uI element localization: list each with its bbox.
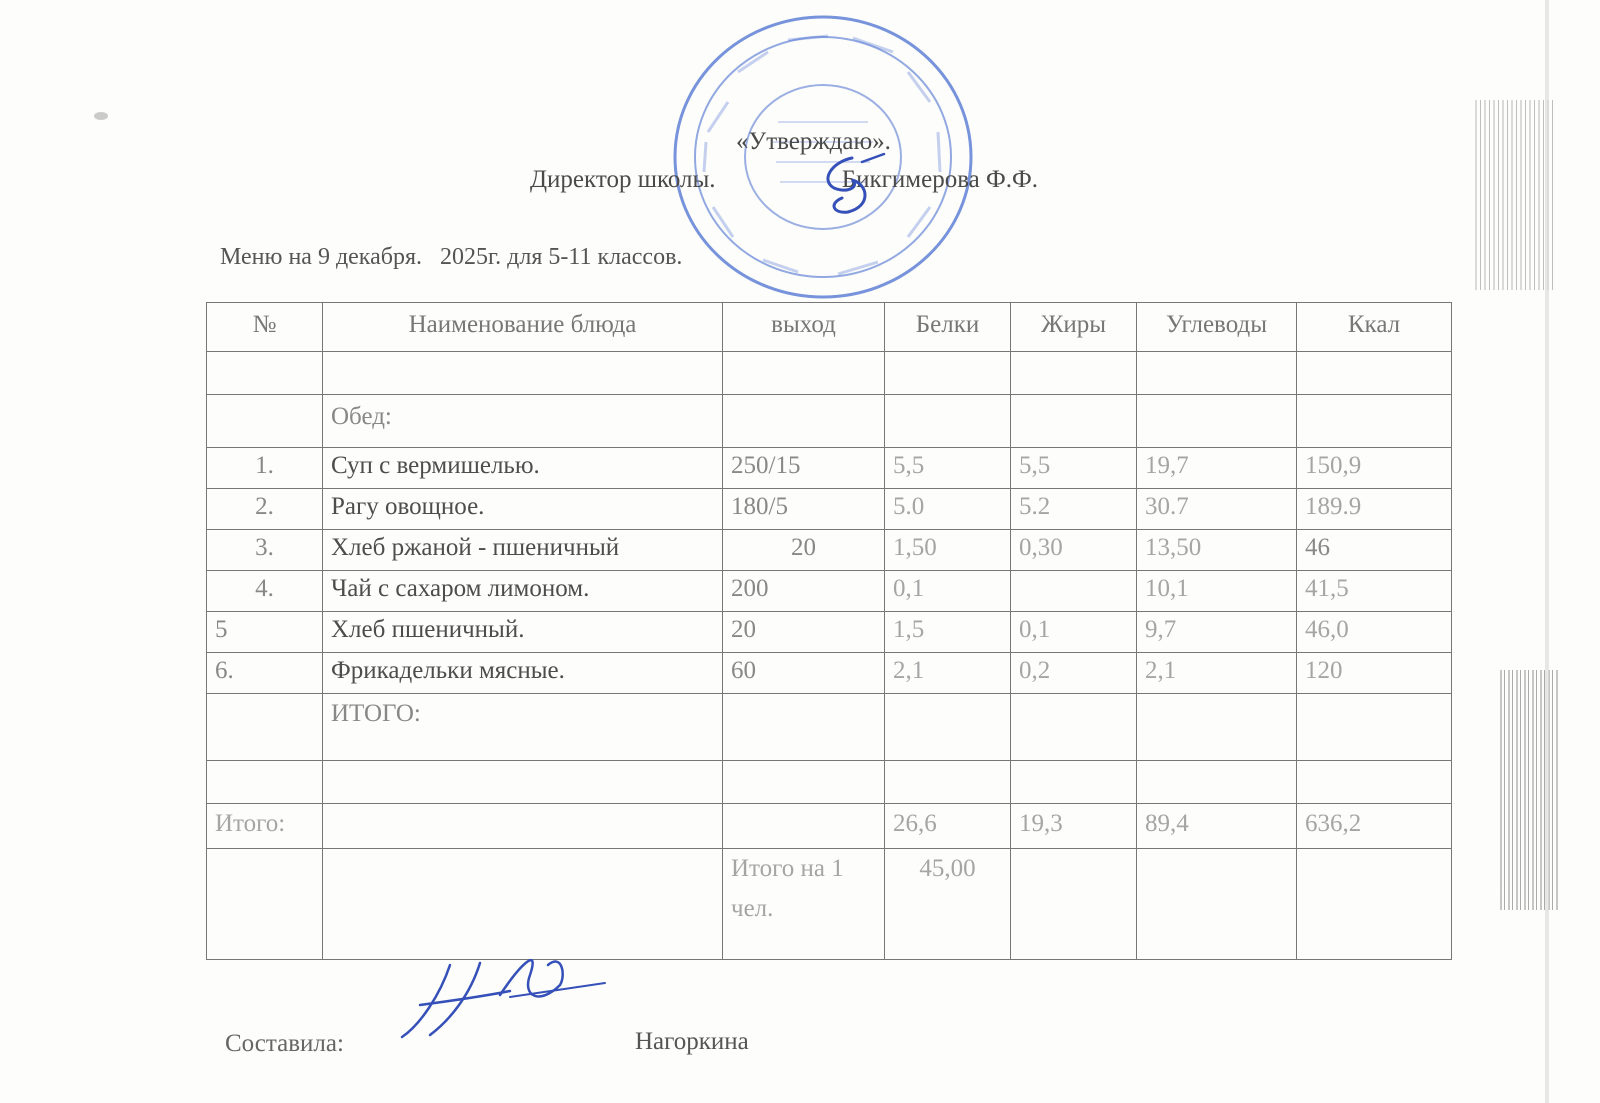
- item-yield: 20: [723, 612, 885, 653]
- item-kcal: 189.9: [1297, 489, 1452, 530]
- item-kcal: 46,0: [1297, 612, 1452, 653]
- item-kcal: 41,5: [1297, 571, 1452, 612]
- total-fat: 19,3: [1011, 804, 1137, 849]
- table-row: [207, 530, 1452, 571]
- item-yield: 20: [723, 530, 885, 571]
- header-number: №: [207, 303, 323, 352]
- menu-date: Меню на 9 декабря.: [220, 244, 423, 270]
- compiled-by: [225, 1028, 749, 1058]
- item-number: 3.: [207, 530, 323, 571]
- item-carbs: 10,1: [1137, 571, 1297, 612]
- table-row: [207, 612, 1452, 653]
- header-kcal: Ккал: [1297, 303, 1452, 352]
- item-name: Фрикадельки мясные.: [323, 653, 723, 694]
- item-name: Хлеб пшеничный.: [323, 612, 723, 653]
- compiled-name: Нагоркина: [635, 1028, 749, 1055]
- menu-table: [206, 302, 1452, 960]
- item-name: Суп с вермишелью.: [323, 448, 723, 489]
- item-carbs: 13,50: [1137, 530, 1297, 571]
- item-number: 6.: [207, 653, 323, 694]
- per-person-value: 45,00: [885, 849, 1011, 960]
- item-yield: 250/15: [723, 448, 885, 489]
- item-kcal: 46: [1297, 530, 1452, 571]
- table-row-total: [207, 804, 1452, 849]
- item-fat: 5,5: [1011, 448, 1137, 489]
- menu-title: [220, 244, 694, 271]
- total-carbs: 89,4: [1137, 804, 1297, 849]
- item-fat: 0,1: [1011, 612, 1137, 653]
- table-row: [207, 448, 1452, 489]
- item-fat: 5.2: [1011, 489, 1137, 530]
- scan-artifact: [1500, 670, 1560, 910]
- director-signature: [812, 150, 902, 220]
- item-protein: 5,5: [885, 448, 1011, 489]
- header-dish-name: Наименование блюда: [323, 303, 723, 352]
- per-person-label: Итого на 1 чел.: [723, 849, 885, 960]
- total-label: Итого:: [207, 804, 323, 849]
- header-carbs: Углеводы: [1137, 303, 1297, 352]
- item-protein: 1,50: [885, 530, 1011, 571]
- table-row: [207, 571, 1452, 612]
- director-label: Директор школы.: [530, 166, 716, 193]
- table-row: [207, 489, 1452, 530]
- table-row: [207, 653, 1452, 694]
- director-line: [530, 166, 1038, 194]
- item-yield: 60: [723, 653, 885, 694]
- director-name: Бикгимерова Ф.Ф.: [841, 166, 1039, 193]
- table-row-empty: [207, 352, 1452, 395]
- total-kcal: 636,2: [1297, 804, 1452, 849]
- scan-artifact: [1475, 100, 1555, 290]
- header-fat: Жиры: [1011, 303, 1137, 352]
- item-protein: 5.0: [885, 489, 1011, 530]
- table-row-itogo: [207, 694, 1452, 761]
- table-header-row: [207, 303, 1452, 352]
- item-name: Чай с сахаром лимоном.: [323, 571, 723, 612]
- header-yield: выход: [723, 303, 885, 352]
- item-fat: [1011, 571, 1137, 612]
- table-row-section: [207, 395, 1452, 448]
- item-fat: 0,30: [1011, 530, 1137, 571]
- item-name: Рагу овощное.: [323, 489, 723, 530]
- item-carbs: 30.7: [1137, 489, 1297, 530]
- item-number: 4.: [207, 571, 323, 612]
- item-protein: 0,1: [885, 571, 1011, 612]
- item-number: 1.: [207, 448, 323, 489]
- item-carbs: 9,7: [1137, 612, 1297, 653]
- item-yield: 180/5: [723, 489, 885, 530]
- item-protein: 1,5: [885, 612, 1011, 653]
- item-protein: 2,1: [885, 653, 1011, 694]
- compiled-label: Составила:: [225, 1030, 344, 1057]
- item-fat: 0,2: [1011, 653, 1137, 694]
- scan-speck: [94, 112, 108, 120]
- header-protein: Белки: [885, 303, 1011, 352]
- total-protein: 26,6: [885, 804, 1011, 849]
- menu-year-classes: 2025г. для 5-11 классов.: [440, 244, 683, 270]
- compiler-signature: [390, 935, 610, 1045]
- item-number: 2.: [207, 489, 323, 530]
- item-kcal: 150,9: [1297, 448, 1452, 489]
- itogo-caps-label: ИТОГО:: [323, 694, 723, 761]
- item-name: Хлеб ржаной - пшеничный: [323, 530, 723, 571]
- item-kcal: 120: [1297, 653, 1452, 694]
- item-carbs: 19,7: [1137, 448, 1297, 489]
- approval-heading: «Утверждаю».: [736, 128, 891, 155]
- item-number: 5: [207, 612, 323, 653]
- item-carbs: 2,1: [1137, 653, 1297, 694]
- table-row-empty: [207, 761, 1452, 804]
- section-label: Обед:: [323, 395, 723, 448]
- item-yield: 200: [723, 571, 885, 612]
- scan-artifact: [1545, 0, 1549, 1103]
